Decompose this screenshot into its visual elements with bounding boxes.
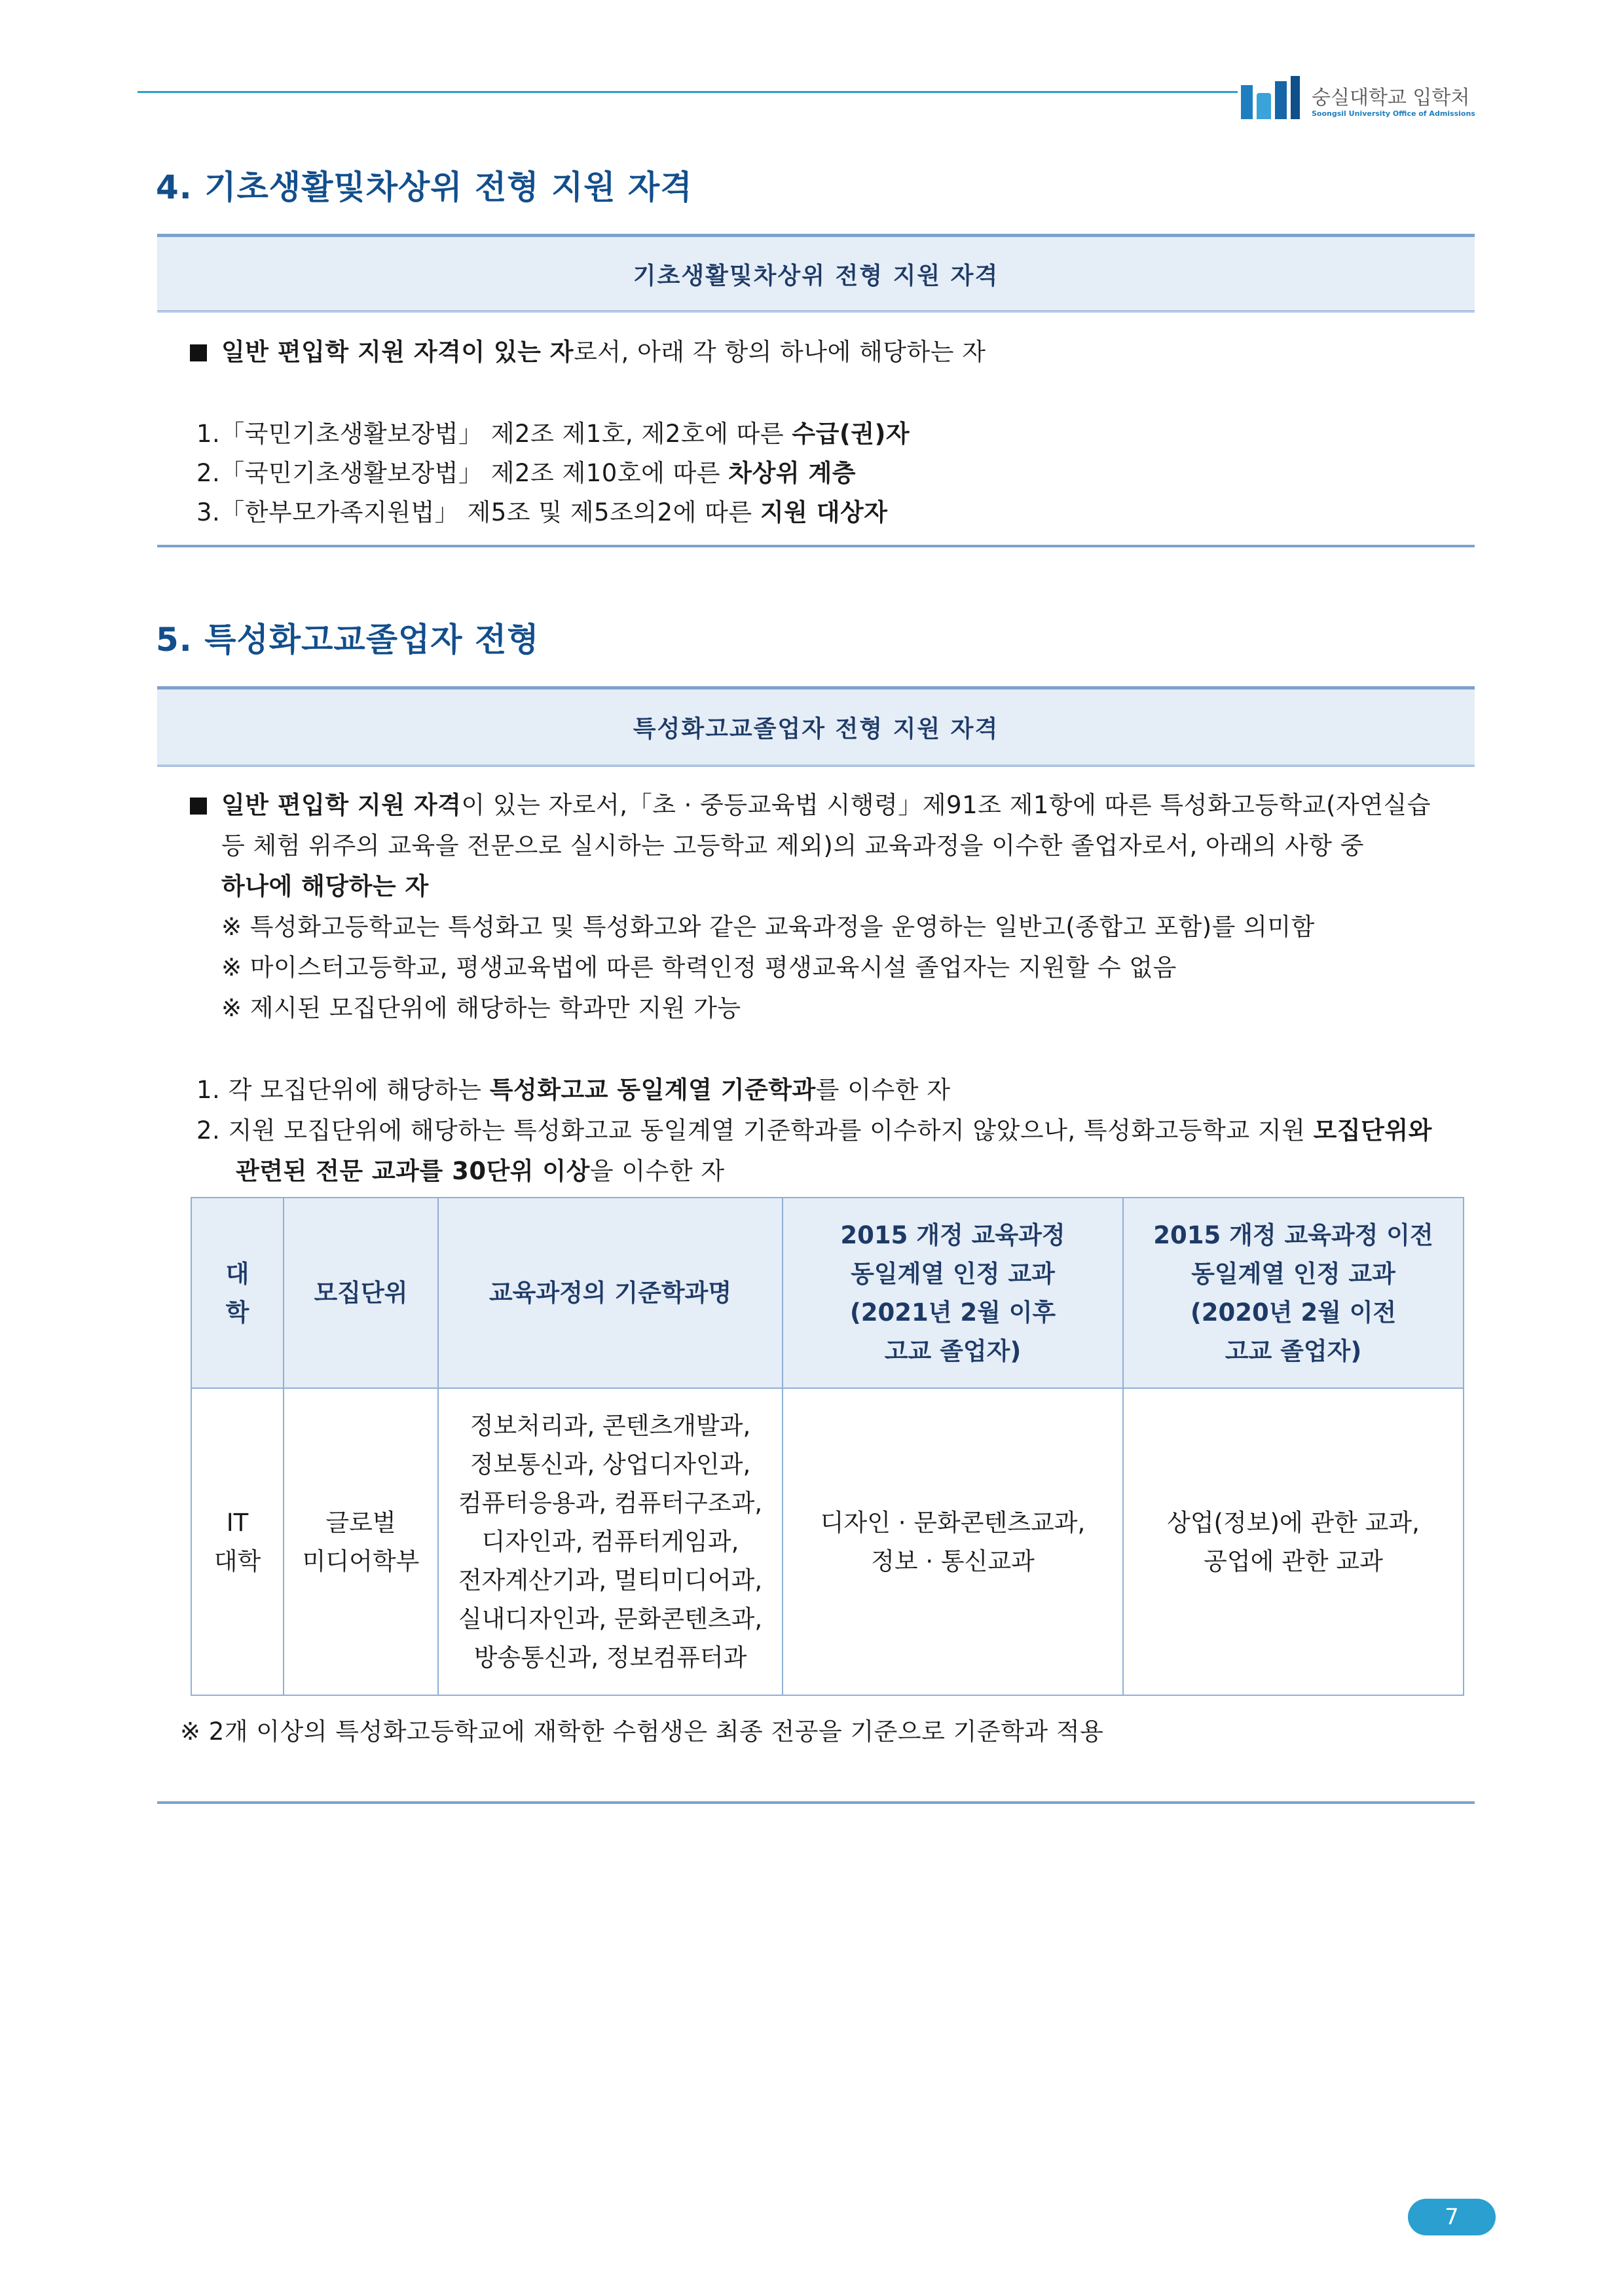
section-5-note-2: ※ 마이스터고등학교, 평생교육법에 따른 학력인정 평생교육시설 졸업자는 지원할 수 없음 — [221, 953, 1177, 982]
section-5-box-end — [157, 1801, 1475, 1804]
header-college: 대 학 — [191, 1198, 284, 1388]
section-5-item-1: 1. 각 모집단위에 해당하는 특성화고교 동일계열 기준학과를 이수한 자 — [196, 1076, 951, 1104]
section-4-title: 4. 기초생활및차상위 전형 지원 자격 — [156, 168, 693, 206]
square-bullet-icon — [190, 344, 207, 361]
section-4-item-1: 1.「국민기초생활보장법」 제2조 제1호, 제2호에 따른 수급(권)자 — [196, 420, 910, 448]
department-table — [191, 1197, 1464, 1696]
section-5-intro-line-2: 등 체험 위주의 교육을 전문으로 실시하는 고등학교 제외)의 교육과정을 이수한 졸업자로서, 아래의 사항 중 — [221, 832, 1364, 860]
section-4-item-3: 3.「한부모가족지원법」 제5조 및 제5조의2에 따른 지원 대상자 — [196, 498, 888, 526]
logo-english-name: Soongsil University Office of Admissions — [1312, 109, 1475, 118]
header-2015-curriculum: 2015 개정 교육과정 동일계열 인정 교과 (2021년 2월 이후 고교 졸업자) — [783, 1198, 1123, 1388]
logo-korean-name: 숭실대학교 입학처 — [1312, 86, 1470, 109]
page-number: 7 — [1408, 2199, 1496, 2235]
section-5-intro-line-1: 일반 편입학 지원 자격이 있는 자로서,「초 · 중등교육법 시행령」제91조 제1항에 따른 특성화고등학교(자연실습 — [190, 785, 1431, 820]
header-unit: 모집단위 — [284, 1198, 438, 1388]
section-5-intro-line-3: 하나에 해당하는 자 — [221, 872, 429, 900]
header-pre-2015-curriculum: 2015 개정 교육과정 이전 동일계열 인정 교과 (2020년 2월 이전 고교 졸업자) — [1123, 1198, 1464, 1388]
cell-pre-2015-subjects: 상업(정보)에 관한 교과, 공업에 관한 교과 — [1123, 1388, 1464, 1695]
section-5-item-2-line-1: 2. 지원 모집단위에 해당하는 특성화고교 동일계열 기준학과를 이수하지 않았으나, 특성화고등학교 지원 모집단위와 — [196, 1116, 1432, 1145]
table-header-row — [191, 1198, 1464, 1388]
section-5-box-title: 특성화고교졸업자 전형 지원 자격 — [157, 686, 1475, 767]
section-4-intro: 일반 편입학 지원 자격이 있는 자로서, 아래 각 항의 하나에 해당하는 자 — [190, 332, 986, 367]
cell-college: IT 대학 — [191, 1388, 284, 1695]
cell-standard-departments: 정보처리과, 콘텐츠개발과, 정보통신과, 상업디자인과, 컴퓨터응용과, 컴퓨터구조과, 디자인과, 컴퓨터게임과, 전자계산기과, 멀티미디어과, 실내디자인과, 문화콘텐츠과, 방송통신과, 정보컴퓨터과 — [438, 1388, 783, 1695]
section-4-box-title: 기초생활및차상위 전형 지원 자격 — [157, 234, 1475, 312]
university-logo — [1241, 73, 1475, 119]
section-5-footnote: ※ 2개 이상의 특성화고등학교에 재학한 수험생은 최종 전공을 기준으로 기준학과 적용 — [180, 1717, 1104, 1746]
section-4-item-2: 2.「국민기초생활보장법」 제2조 제10호에 따른 차상위 계층 — [196, 459, 856, 487]
header-standard-departments: 교육과정의 기준학과명 — [438, 1198, 783, 1388]
square-bullet-icon — [190, 798, 207, 815]
section-5-item-2-line-2: 관련된 전문 교과를 30단위 이상을 이수한 자 — [236, 1157, 725, 1185]
section-5-title: 5. 특성화고교졸업자 전형 — [156, 621, 540, 659]
header-rule — [138, 91, 1238, 93]
cell-2015-subjects: 디자인 · 문화콘텐츠교과, 정보 · 통신교과 — [783, 1388, 1123, 1695]
section-5-note-1: ※ 특성화고등학교는 특성화고 및 특성화고와 같은 교육과정을 운영하는 일반고(종합고 포함)를 의미함 — [221, 913, 1315, 941]
table-row — [191, 1388, 1464, 1695]
section-4-box-end — [157, 545, 1475, 547]
cell-unit: 글로벌 미디어학부 — [284, 1388, 438, 1695]
section-5-note-3: ※ 제시된 모집단위에 해당하는 학과만 지원 가능 — [221, 994, 741, 1022]
logo-mark-icon — [1241, 76, 1300, 119]
